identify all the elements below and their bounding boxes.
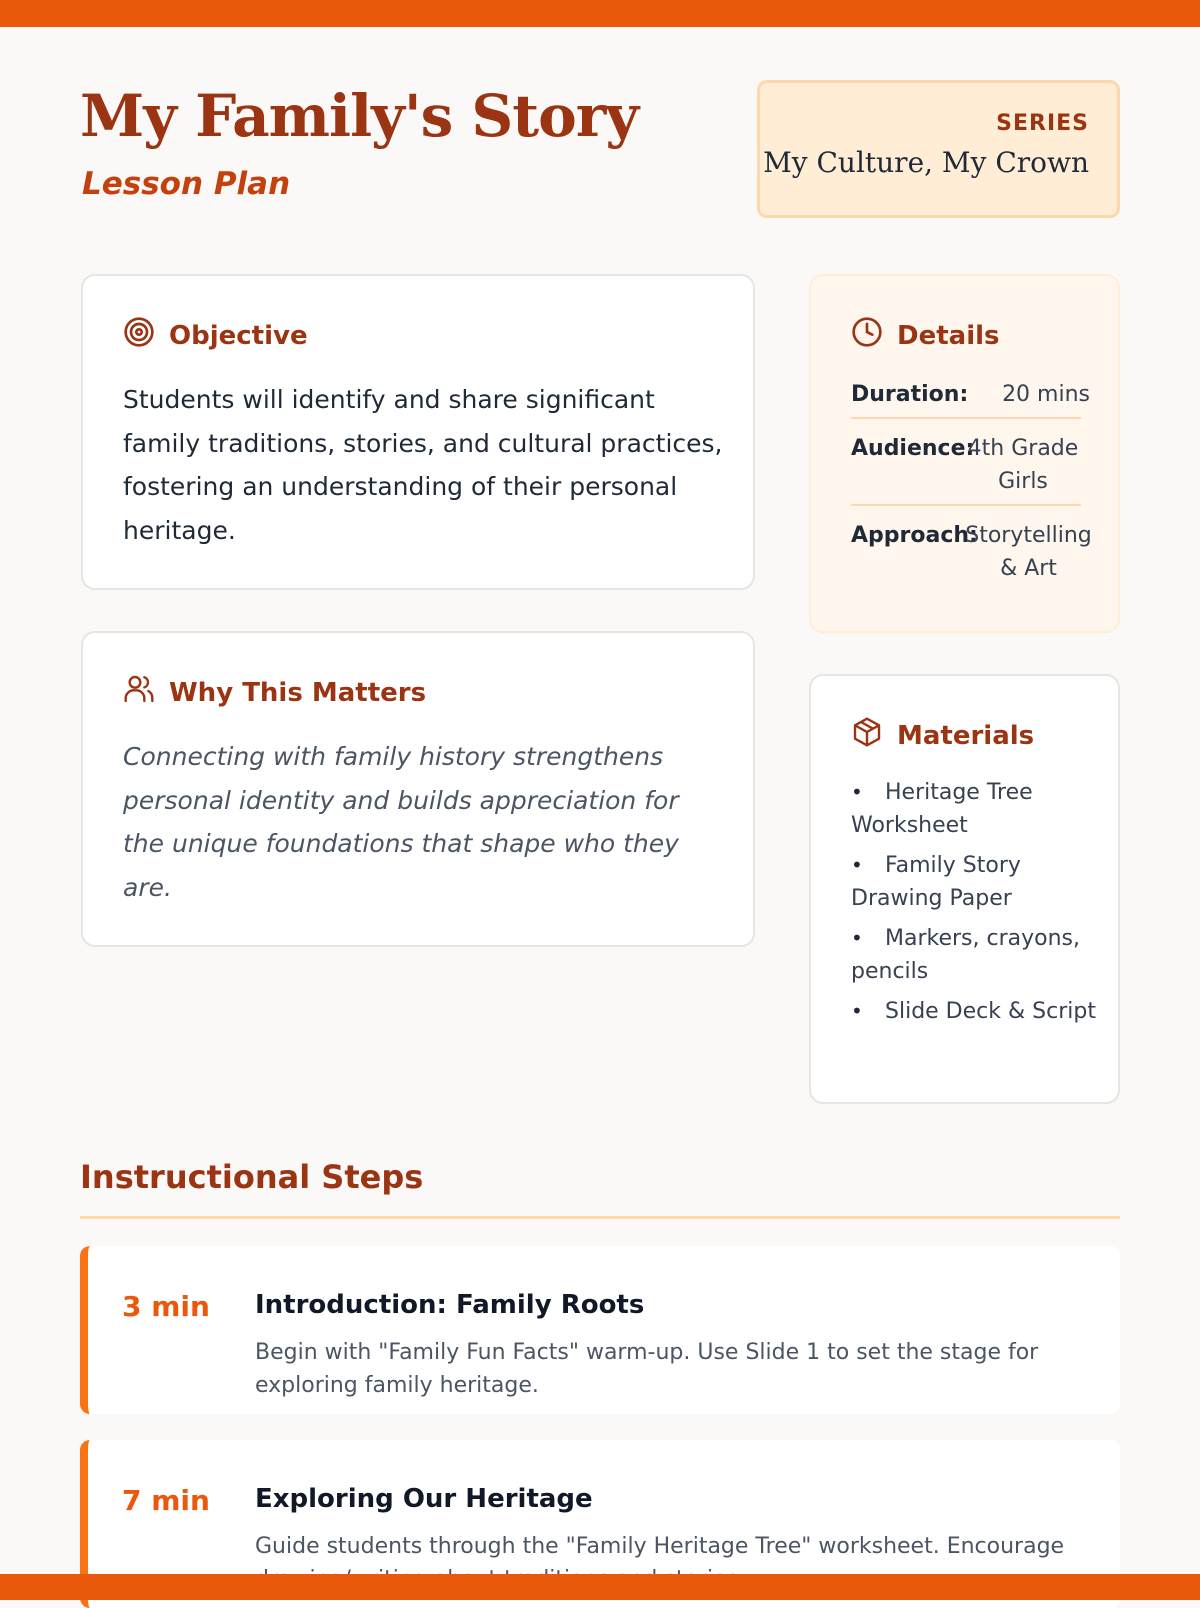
detail-row-audience [851,432,1090,498]
list-item: • Family Story Drawing Paper [851,849,1101,915]
why-text: Connecting with family history strengthens personal identity and builds appreciation for the unique foundations that shape who they are. [123,742,679,902]
why-heading-label: Why This Matters [169,677,427,708]
list-item: • Slide Deck & Script [851,995,1101,1028]
series-badge [757,80,1120,218]
detail-label: Audience: [851,436,975,461]
detail-row-duration [851,378,1090,411]
detail-label: Approach: [851,523,978,548]
page-subtitle: Lesson Plan [82,166,291,202]
materials-heading-label: Materials [897,720,1035,751]
series-name: My Culture, My Crown [763,146,1089,179]
series-label: SERIES [996,111,1089,136]
step-description: Begin with "Family Fun Facts" warm-up. Use Slide 1 to set the stage for exploring family heritage. [255,1340,1039,1398]
details-heading [851,316,1000,355]
materials-list [851,776,1101,1035]
step-title: Exploring Our Heritage [255,1484,593,1514]
page-title: My Family's Story [80,82,639,150]
bottom-accent-bar [0,1574,1200,1600]
detail-value: Storytelling & Art [965,523,1092,581]
why-card [81,631,755,947]
detail-value: 4th Grade Girls [967,436,1079,494]
detail-row-approach [851,519,1090,585]
detail-divider [851,504,1081,506]
objective-card [81,274,755,590]
why-heading [123,673,426,712]
step-description: Guide students through the "Family Heritage Tree" worksheet. Encourage [255,1534,1065,1559]
steps-heading: Instructional Steps [80,1158,424,1196]
users-icon [123,673,155,712]
target-icon [123,316,155,355]
clock-icon [851,316,883,355]
details-heading-label: Details [897,320,1000,351]
steps-divider [80,1216,1120,1219]
step-duration: 7 min [122,1484,210,1517]
detail-label: Duration: [851,382,969,407]
top-accent-bar [0,0,1200,27]
package-icon [851,716,883,755]
step-card [80,1246,1120,1414]
details-card [809,274,1120,633]
objective-text: Students will identify and share significant family traditions, stories, and cultural practices, fostering an understanding of their personal heritage. [123,385,723,545]
step-duration: 3 min [122,1290,210,1323]
list-item: • Heritage Tree Worksheet [851,776,1101,842]
detail-value: 20 mins [1002,382,1090,407]
step-title: Introduction: Family Roots [255,1290,645,1320]
detail-divider [851,417,1081,419]
list-item: • Markers, crayons, pencils [851,922,1101,988]
objective-heading [123,316,308,355]
objective-heading-label: Objective [169,320,308,351]
materials-card [809,674,1120,1104]
materials-heading [851,716,1034,755]
